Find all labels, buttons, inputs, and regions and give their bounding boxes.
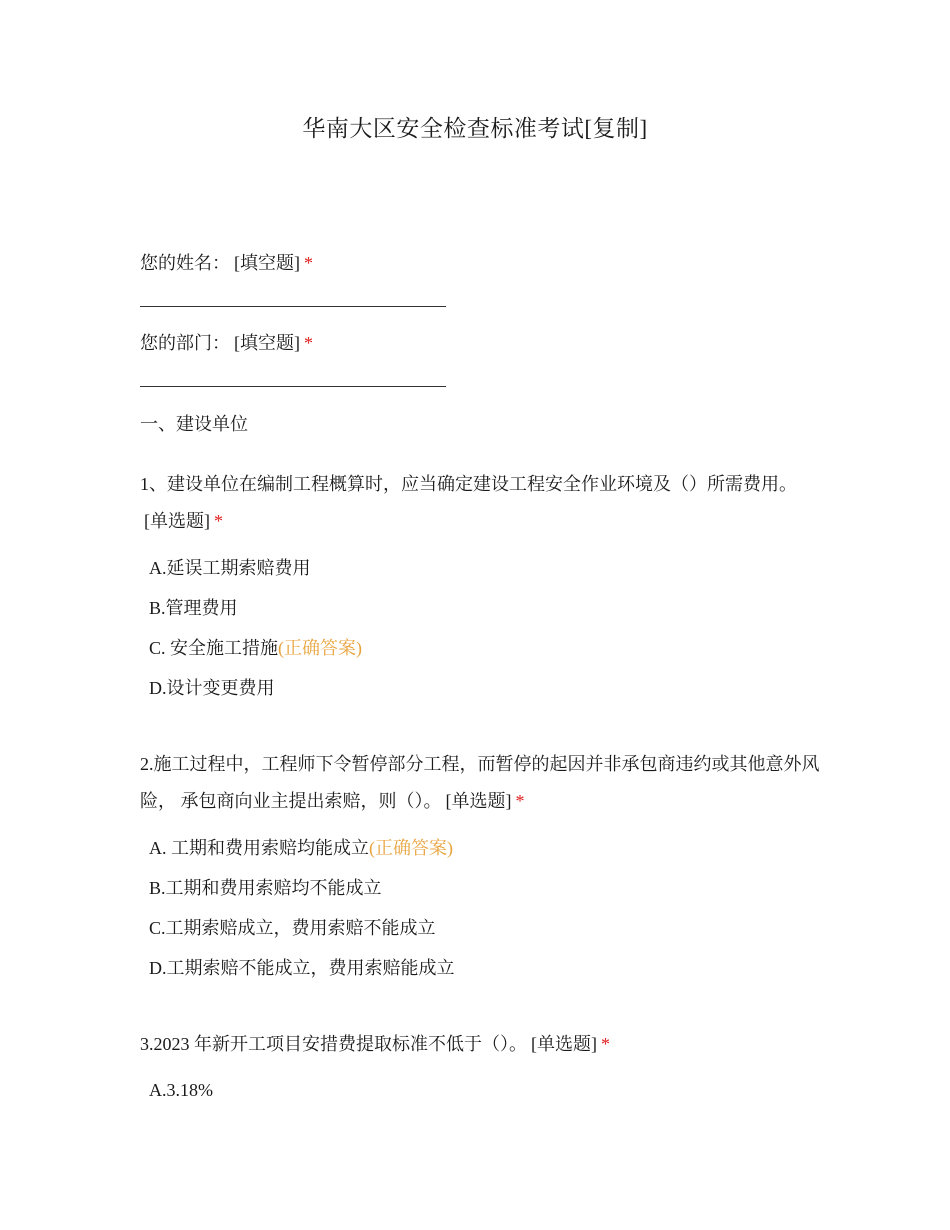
required-marker: * (214, 511, 223, 531)
department-input-line[interactable] (140, 386, 446, 387)
question-1-option-d[interactable] (149, 673, 275, 703)
correct-answer-note: (正确答案) (369, 838, 453, 858)
option-text: B.管理费用 (149, 598, 238, 618)
question-1-option-b[interactable] (149, 593, 238, 623)
required-marker: * (304, 333, 313, 353)
question-2-text (140, 746, 820, 820)
question-type-tag: [填空题] (234, 253, 300, 273)
field-label: 您的部门： (140, 333, 230, 353)
option-text: A. 工期和费用索赔均能成立 (149, 838, 369, 858)
field-label: 您的姓名： (140, 253, 230, 273)
option-text: D.设计变更费用 (149, 678, 275, 698)
option-text: D.工期索赔不能成立，费用索赔能成立 (149, 958, 455, 978)
option-text: A.3.18% (149, 1080, 213, 1100)
required-marker: * (304, 253, 313, 273)
question-type-tag: [单选题] (445, 791, 512, 811)
required-marker: * (601, 1034, 610, 1054)
option-text: C. 安全施工措施 (149, 638, 279, 658)
question-3-text (140, 1026, 820, 1063)
required-marker: * (515, 791, 525, 811)
option-text: C.工期索赔成立，费用索赔不能成立 (149, 918, 436, 938)
question-2-option-b[interactable] (149, 873, 382, 903)
question-1-text (140, 466, 820, 540)
correct-answer-note: (正确答案) (278, 638, 363, 658)
question-1-option-a[interactable] (149, 553, 311, 583)
page-title: 华南大区安全检查标准考试[复制] (302, 116, 648, 141)
question-type-tag: [单选题] (144, 511, 210, 531)
question-2-option-c[interactable] (149, 913, 436, 943)
question-1-option-c[interactable] (149, 633, 362, 663)
question-type-tag: [填空题] (234, 333, 300, 353)
name-input-line[interactable] (140, 306, 446, 307)
question-3-option-a[interactable] (149, 1075, 213, 1105)
question-text: 2.施工过程中，工程师下令暂停部分工程，而暂停的起因并非承包商违约或其他意外风险， 承包商向业主提出索赔，则（）。 (140, 754, 820, 811)
option-text: B.工期和费用索赔均不能成立 (149, 878, 382, 898)
name-field-label (140, 245, 313, 282)
question-text: 1、建设单位在编制工程概算时，应当确定建设工程安全作业环境及（）所需费用。 (140, 474, 797, 494)
question-type-tag: [单选题] (531, 1034, 597, 1054)
department-field-label (140, 325, 313, 362)
question-2-option-d[interactable] (149, 953, 455, 983)
question-text: 3.2023 年新开工项目安措费提取标准不低于（）。 (140, 1034, 527, 1054)
section-heading: 一、建设单位 (140, 414, 248, 434)
option-text: A.延误工期索赔费用 (149, 558, 311, 578)
question-2-option-a[interactable] (149, 833, 453, 863)
